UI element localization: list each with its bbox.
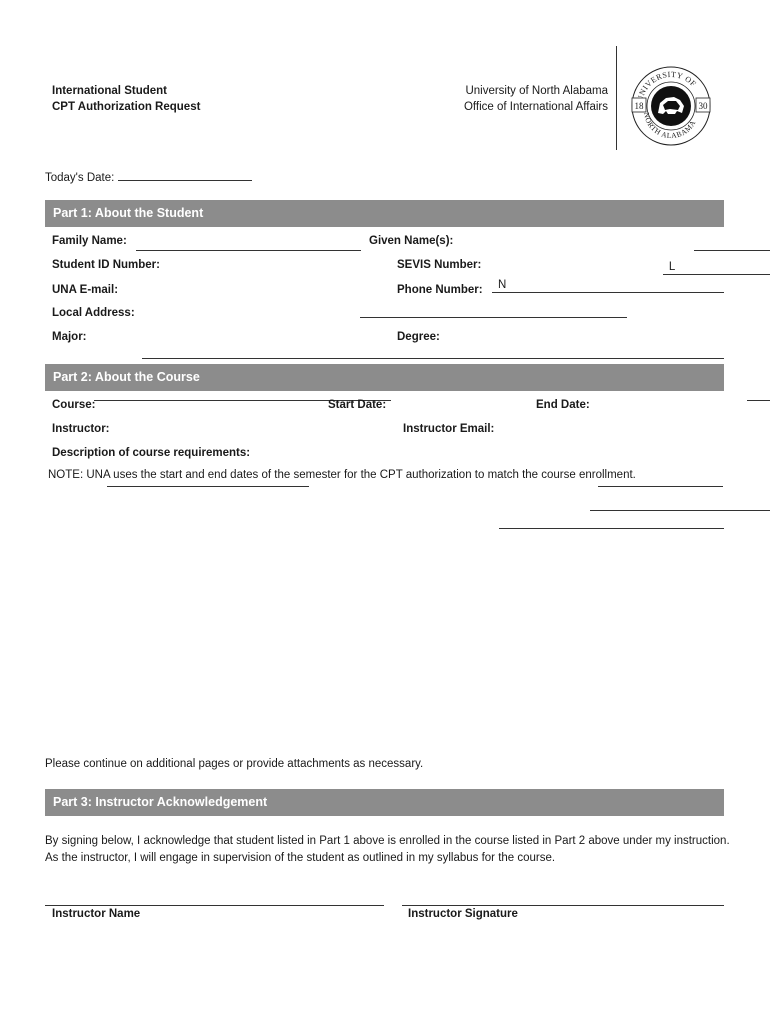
degree-field[interactable] [747,389,770,401]
student-id-field[interactable] [663,263,770,275]
degree-label: Degree: [397,331,440,343]
header-divider [616,46,617,150]
todays-date-field[interactable] [118,169,252,181]
organization-line2: Office of International Affairs [463,101,608,113]
form-title [52,83,200,115]
form-title-line1: International Student [52,85,167,97]
instructor-name-label: Instructor Name [52,908,141,920]
sevis-label: SEVIS Number: [397,259,482,271]
end-date-label: End Date: [536,399,590,411]
instructor-signature-field[interactable] [402,905,724,906]
university-seal-logo [630,65,712,147]
organization-name [464,83,608,115]
student-id-value: L [668,261,676,273]
instructor-name-field[interactable] [45,905,384,906]
seal-year-left: 18 [634,101,644,111]
sevis-value: N [498,279,507,291]
acknowledgement-line1: By signing below, I acknowledge that student listed in Part 1 above is enrolled in the course listed in Part 2 above under my instruction. [45,835,730,847]
instructor-email-label: Instructor Email: [403,423,495,435]
family-name-label: Family Name: [52,235,127,247]
instructor-label: Instructor: [52,423,110,435]
todays-date-label: Today's Date: [45,172,115,184]
description-label: Description of course requirements: [52,447,251,459]
phone-label: Phone Number: [397,284,483,296]
major-label: Major: [52,331,87,343]
address-field[interactable] [142,347,724,359]
form-title-line2: CPT Authorization Request [52,101,201,113]
organization-line1: University of North Alabama [465,85,608,97]
part2-header: Part 2: About the Course [45,364,724,391]
email-field[interactable] [360,306,627,318]
course-label: Course: [52,399,96,411]
todays-date-row [45,169,252,184]
start-date-label: Start Date: [328,399,387,411]
description-area[interactable] [45,488,724,750]
part3-header: Part 3: Instructor Acknowledgement [45,789,724,816]
student-id-label: Student ID Number: [52,259,160,271]
given-names-label: Given Name(s): [369,235,454,247]
given-names-field[interactable] [694,239,770,251]
address-label: Local Address: [52,307,135,319]
instructor-signature-label: Instructor Signature [408,908,518,920]
acknowledgement-line2: As the instructor, I will engage in supervision of the student as outlined in my syllabus for the course. [45,852,556,864]
family-name-row [52,235,127,247]
seal-year-right: 30 [698,101,708,111]
note-text: NOTE: UNA uses the start and end dates of the semester for the CPT authorization to match the course enrollment. [48,469,636,481]
continue-note: Please continue on additional pages or provide attachments as necessary. [45,758,424,770]
sevis-field[interactable] [492,281,724,293]
part1-header: Part 1: About the Student [45,200,724,227]
family-name-field[interactable] [136,239,361,251]
email-label: UNA E-mail: [52,284,119,296]
seal-text-top: NIVERSITY OF [637,69,699,97]
seal-text-bottom: NORTH ALABAMA [641,111,698,141]
